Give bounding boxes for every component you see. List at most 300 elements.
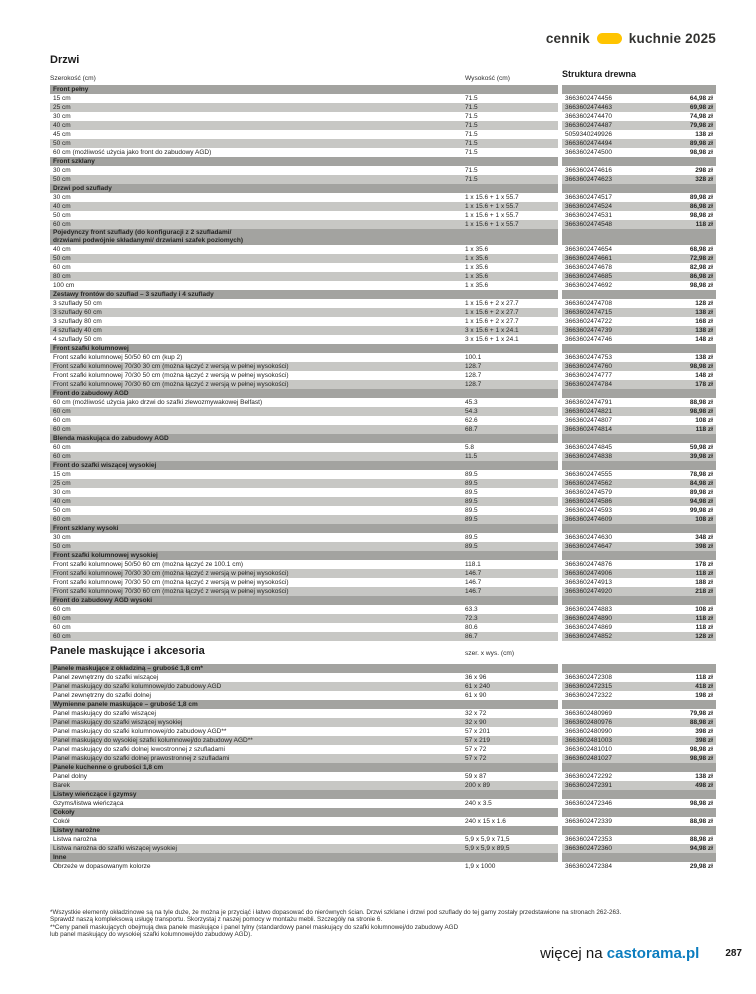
price: 218 zł bbox=[695, 588, 713, 595]
section-header-row bbox=[50, 664, 716, 673]
table-row bbox=[50, 682, 716, 691]
ean-code: 3663602474753 bbox=[565, 354, 612, 361]
table-row bbox=[50, 121, 716, 130]
dimension-value: 61 x 90 bbox=[465, 692, 487, 699]
price: 84,98 zł bbox=[689, 480, 713, 487]
dimension-value: 36 x 96 bbox=[465, 674, 487, 681]
section-header-label: Wymienne panele maskujące – grubość 1,8 cm bbox=[53, 701, 198, 708]
dimension-value: 71.5 bbox=[465, 167, 478, 174]
ean-code: 3663602472360 bbox=[565, 845, 612, 852]
footnote-line: lub panel maskujący do wysokiej szafki kolumnowej/do zabudowy AGD). bbox=[50, 931, 252, 939]
table-row bbox=[50, 281, 716, 290]
dimension-value: 57 x 219 bbox=[465, 737, 490, 744]
product-name: Panel maskujący do wysokiej szafki kolumnowej/do zabudowy AGD** bbox=[53, 737, 253, 744]
dimension-value: 1 x 15.6 + 1 x 55.7 bbox=[465, 203, 519, 210]
ean-code: 3663602474678 bbox=[565, 264, 612, 271]
section-header-label: Blenda maskująca do zabudowy AGD bbox=[53, 435, 169, 442]
table-row bbox=[50, 407, 716, 416]
section-header-label: Cokoły bbox=[53, 809, 75, 816]
dimension-value: 128.7 bbox=[465, 372, 482, 379]
product-name: 30 cm bbox=[53, 194, 71, 201]
product-name: Panel zewnętrzny do szafki wiszącej bbox=[53, 674, 159, 681]
product-name: 30 cm bbox=[53, 489, 71, 496]
table-row bbox=[50, 727, 716, 736]
dimension-value: 71.5 bbox=[465, 131, 478, 138]
price: 108 zł bbox=[695, 606, 713, 613]
ean-code: 3663602474517 bbox=[565, 194, 612, 201]
table-row bbox=[50, 578, 716, 587]
price: 89,98 zł bbox=[689, 489, 713, 496]
price: 88,98 zł bbox=[689, 836, 713, 843]
table-row bbox=[50, 211, 716, 220]
table-row bbox=[50, 497, 716, 506]
dimension-value: 68.7 bbox=[465, 426, 478, 433]
product-name: 100 cm bbox=[53, 282, 75, 289]
ean-code: 3663602474906 bbox=[565, 570, 612, 577]
section-header-row bbox=[50, 596, 716, 605]
product-name: 3 szuflady 80 cm bbox=[53, 318, 102, 325]
dimension-value: 71.5 bbox=[465, 140, 478, 147]
section-header-row bbox=[50, 790, 716, 799]
price: 82,98 zł bbox=[689, 264, 713, 271]
table-row bbox=[50, 94, 716, 103]
price: 148 zł bbox=[695, 372, 713, 379]
table-row bbox=[50, 272, 716, 281]
price: 89,98 zł bbox=[689, 194, 713, 201]
dimension-value: 1 x 15.6 + 1 x 55.7 bbox=[465, 194, 519, 201]
product-name: 60 cm bbox=[53, 633, 71, 640]
table-row bbox=[50, 103, 716, 112]
product-name: Front szafki kolumnowej 70/30 50 cm (można łączyć z wersją w pełnej wysokości) bbox=[53, 579, 289, 586]
ean-code: 3663602474548 bbox=[565, 221, 612, 228]
price: 88,98 zł bbox=[689, 399, 713, 406]
dimension-value: 89.5 bbox=[465, 516, 478, 523]
dimension-value: 59 x 87 bbox=[465, 773, 487, 780]
product-name: Cokół bbox=[53, 818, 70, 825]
product-name: 60 cm bbox=[53, 426, 71, 433]
price: 198 zł bbox=[695, 692, 713, 699]
dimension-value: 57 x 72 bbox=[465, 755, 487, 762]
ean-code: 3663602474869 bbox=[565, 624, 612, 631]
product-name: 45 cm bbox=[53, 131, 71, 138]
table-row bbox=[50, 139, 716, 148]
ean-code: 3663602474708 bbox=[565, 300, 612, 307]
ean-code: 3663602474692 bbox=[565, 282, 612, 289]
table-row bbox=[50, 362, 716, 371]
page-header bbox=[546, 31, 716, 46]
table-row bbox=[50, 443, 716, 452]
section-header-row bbox=[50, 344, 716, 353]
table-row bbox=[50, 371, 716, 380]
ean-code: 3663602472292 bbox=[565, 773, 612, 780]
ean-code: 3663602474791 bbox=[565, 399, 612, 406]
dimension-value: 89.5 bbox=[465, 471, 478, 478]
ean-code: 3663602474463 bbox=[565, 104, 612, 111]
brand-pill-icon bbox=[597, 33, 622, 44]
dimension-value: 240 x 3.5 bbox=[465, 800, 492, 807]
price: 86,98 zł bbox=[689, 203, 713, 210]
dimension-value: 86.7 bbox=[465, 633, 478, 640]
section-header-label: Zestawy frontów do szuflad – 3 szuflady i 4 szuflady bbox=[53, 291, 214, 298]
product-name: 50 cm bbox=[53, 212, 71, 219]
price: 118 zł bbox=[695, 624, 713, 631]
ean-code: 3663602474487 bbox=[565, 122, 612, 129]
dimension-value: 45.3 bbox=[465, 399, 478, 406]
ean-code: 3663602481010 bbox=[565, 746, 612, 753]
product-name: Barek bbox=[53, 782, 70, 789]
product-name: 60 cm bbox=[53, 453, 71, 460]
price: 138 zł bbox=[695, 309, 713, 316]
dimension-value: 146.7 bbox=[465, 579, 482, 586]
dimension-value: 63.3 bbox=[465, 606, 478, 613]
section-header-row bbox=[50, 826, 716, 835]
table-row bbox=[50, 112, 716, 121]
product-name: 15 cm bbox=[53, 95, 71, 102]
ean-code: 3663602474562 bbox=[565, 480, 612, 487]
table-row bbox=[50, 542, 716, 551]
page-footer bbox=[540, 945, 742, 962]
dimension-value: 1 x 15.6 + 2 x 27.7 bbox=[465, 318, 519, 325]
ean-code: 3663602474890 bbox=[565, 615, 612, 622]
table-row bbox=[50, 263, 716, 272]
table-row bbox=[50, 308, 716, 317]
product-name: 60 cm bbox=[53, 264, 71, 271]
table-row bbox=[50, 691, 716, 700]
price: 128 zł bbox=[695, 633, 713, 640]
product-name: Panel maskujący do szafki dolnej lewostronnej z szufladami bbox=[53, 746, 225, 753]
price: 69,98 zł bbox=[689, 104, 713, 111]
ean-code: 3663602474661 bbox=[565, 255, 612, 262]
product-name: 25 cm bbox=[53, 480, 71, 487]
price: 86,98 zł bbox=[689, 273, 713, 280]
ean-code: 3663602472339 bbox=[565, 818, 612, 825]
dimension-value: 146.7 bbox=[465, 570, 482, 577]
price: 68,98 zł bbox=[689, 246, 713, 253]
dimension-value: 57 x 201 bbox=[465, 728, 490, 735]
ean-code: 3663602474609 bbox=[565, 516, 612, 523]
table-row bbox=[50, 614, 716, 623]
dimension-value: 128.7 bbox=[465, 381, 482, 388]
price: 498 zł bbox=[695, 782, 713, 789]
table-row bbox=[50, 175, 716, 184]
price: 118 zł bbox=[695, 426, 713, 433]
ean-code: 3663602474777 bbox=[565, 372, 612, 379]
price: 348 zł bbox=[695, 534, 713, 541]
product-name: 4 szuflady 50 cm bbox=[53, 336, 102, 343]
ean-code: 3663602474838 bbox=[565, 453, 612, 460]
dimension-value: 1 x 15.6 + 1 x 55.7 bbox=[465, 212, 519, 219]
column-label-szer-x-wys: szer. x wys. (cm) bbox=[465, 650, 515, 657]
dimension-value: 89.5 bbox=[465, 534, 478, 541]
table-row bbox=[50, 470, 716, 479]
product-name: 50 cm bbox=[53, 140, 71, 147]
section-header-row bbox=[50, 853, 716, 862]
ean-code: 3663602474920 bbox=[565, 588, 612, 595]
price: 108 zł bbox=[695, 516, 713, 523]
section-header-label: Front szklany bbox=[53, 158, 95, 165]
dimension-value: 71.5 bbox=[465, 122, 478, 129]
table-row bbox=[50, 587, 716, 596]
table-row bbox=[50, 817, 716, 826]
price: 98,98 zł bbox=[689, 282, 713, 289]
product-name: Front szafki kolumnowej 70/30 50 cm (można łączyć z wersją w pełnej wysokości) bbox=[53, 372, 289, 379]
product-name: 60 cm bbox=[53, 221, 71, 228]
ean-code: 3663602474654 bbox=[565, 246, 612, 253]
ean-code: 3663602474470 bbox=[565, 113, 612, 120]
price: 108 zł bbox=[695, 417, 713, 424]
product-name: 60 cm bbox=[53, 615, 71, 622]
dimension-value: 5,9 x 5,9 x 89,5 bbox=[465, 845, 510, 852]
ean-code: 3663602474715 bbox=[565, 309, 612, 316]
header-cennik-label: cennik bbox=[545, 31, 590, 46]
ean-code: 3663602474623 bbox=[565, 176, 612, 183]
price: 99,98 zł bbox=[689, 507, 713, 514]
dimension-value: 1 x 35.6 bbox=[465, 255, 489, 262]
dimension-value: 1 x 15.6 + 2 x 27.7 bbox=[465, 300, 519, 307]
dimension-value: 1 x 35.6 bbox=[465, 246, 489, 253]
ean-code: 3663602472353 bbox=[565, 836, 612, 843]
price: 168 zł bbox=[695, 318, 713, 325]
table-title-drzwi: Drzwi bbox=[50, 54, 80, 66]
table-row bbox=[50, 709, 716, 718]
dimension-value: 11.5 bbox=[465, 453, 478, 460]
dimension-value: 89.5 bbox=[465, 498, 478, 505]
dimension-value: 80.6 bbox=[465, 624, 478, 631]
price: 94,98 zł bbox=[689, 498, 713, 505]
footnote-line: Sprawdź naszą kompleksową usługę transportu. Skorzystaj z naszej pomocy w montażu mebli. Szczegóły na stronie 6. bbox=[50, 916, 383, 924]
price: 118 zł bbox=[695, 570, 713, 577]
price: 98,98 zł bbox=[689, 149, 713, 156]
product-name: 60 cm bbox=[53, 624, 71, 631]
price: 98,98 zł bbox=[689, 363, 713, 370]
dimension-value: 54.3 bbox=[465, 408, 478, 415]
section-header-row bbox=[50, 184, 716, 193]
product-name: Panel maskujący do szafki kolumnowej/do zabudowy AGD** bbox=[53, 728, 227, 735]
table-row bbox=[50, 488, 716, 497]
price: 398 zł bbox=[695, 737, 713, 744]
product-name: Panel dolny bbox=[53, 773, 87, 780]
ean-code: 3663602474531 bbox=[565, 212, 612, 219]
price: 298 zł bbox=[695, 167, 713, 174]
price: 29,98 zł bbox=[689, 863, 713, 870]
product-name: 4 szuflady 40 cm bbox=[53, 327, 102, 334]
price: 89,98 zł bbox=[689, 140, 713, 147]
drzwi-table bbox=[50, 85, 716, 641]
table-row bbox=[50, 245, 716, 254]
dimension-value: 3 x 15.6 + 1 x 24.1 bbox=[465, 327, 519, 334]
table-row bbox=[50, 632, 716, 641]
table-row bbox=[50, 736, 716, 745]
ean-code: 3663602472322 bbox=[565, 692, 612, 699]
table-row bbox=[50, 772, 716, 781]
dimension-value: 1 x 35.6 bbox=[465, 273, 489, 280]
table-row bbox=[50, 533, 716, 542]
column-label-wysokosc: Wysokość (cm) bbox=[465, 75, 510, 82]
table-row bbox=[50, 560, 716, 569]
dimension-value: 1 x 15.6 + 2 x 27.7 bbox=[465, 309, 519, 316]
ean-code: 3663602474616 bbox=[565, 167, 612, 174]
table-row bbox=[50, 835, 716, 844]
dimension-value: 1 x 35.6 bbox=[465, 264, 489, 271]
castorama-link[interactable]: castorama.pl bbox=[606, 945, 700, 962]
footnotes bbox=[50, 909, 716, 939]
table-row bbox=[50, 479, 716, 488]
product-name: 40 cm bbox=[53, 122, 71, 129]
price: 398 zł bbox=[695, 728, 713, 735]
product-name: 15 cm bbox=[53, 471, 71, 478]
table-row bbox=[50, 317, 716, 326]
ean-code: 3663602474524 bbox=[565, 203, 612, 210]
product-name: Front szafki kolumnowej 70/30 30 cm (można łączyć z wersją w pełnej wysokości) bbox=[53, 363, 289, 370]
section-header-row bbox=[50, 157, 716, 166]
section-header-row bbox=[50, 290, 716, 299]
table-row bbox=[50, 398, 716, 407]
dimension-value: 146.7 bbox=[465, 588, 482, 595]
column-label-szerokosc: Szerokość (cm) bbox=[50, 75, 96, 82]
ean-code: 3663602474586 bbox=[565, 498, 612, 505]
ean-code: 3663602481003 bbox=[565, 737, 612, 744]
table-row bbox=[50, 220, 716, 229]
ean-code: 3663602474579 bbox=[565, 489, 612, 496]
table-row bbox=[50, 844, 716, 853]
ean-code: 3663602474739 bbox=[565, 327, 612, 334]
table-row bbox=[50, 781, 716, 790]
page-number: 287 bbox=[725, 948, 742, 959]
price: 178 zł bbox=[695, 381, 713, 388]
table-row bbox=[50, 569, 716, 578]
section-header-label: Panele maskujące z okładziną – grubość 1,8 cm* bbox=[53, 665, 203, 672]
footer-prefix-label: więcej na bbox=[540, 945, 607, 962]
price: 64,98 zł bbox=[689, 95, 713, 102]
ean-code: 3663602481027 bbox=[565, 755, 612, 762]
dimension-value: 62.6 bbox=[465, 417, 478, 424]
price: 88,98 zł bbox=[689, 719, 713, 726]
ean-code: 3663602474876 bbox=[565, 561, 612, 568]
ean-code: 3663602472315 bbox=[565, 683, 612, 690]
dimension-value: 100.1 bbox=[465, 354, 482, 361]
section-header-row bbox=[50, 229, 716, 245]
table-row bbox=[50, 605, 716, 614]
dimension-value: 89.5 bbox=[465, 489, 478, 496]
product-name: 60 cm (możliwość użycia jako front do zabudowy AGD) bbox=[53, 149, 212, 156]
table-row bbox=[50, 202, 716, 211]
product-name: 40 cm bbox=[53, 498, 71, 505]
price: 79,98 zł bbox=[689, 710, 713, 717]
table-row bbox=[50, 148, 716, 157]
section-header-label: Front pełny bbox=[53, 86, 89, 93]
ean-code: 3663602474883 bbox=[565, 606, 612, 613]
ean-code: 3663602474814 bbox=[565, 426, 612, 433]
table-row bbox=[50, 353, 716, 362]
section-header-row bbox=[50, 389, 716, 398]
price: 128 zł bbox=[695, 300, 713, 307]
ean-code: 3663602474685 bbox=[565, 273, 612, 280]
dimension-value: 89.5 bbox=[465, 543, 478, 550]
product-name: 40 cm bbox=[53, 246, 71, 253]
product-name: 30 cm bbox=[53, 113, 71, 120]
product-name: 30 cm bbox=[53, 167, 71, 174]
dimension-value: 3 x 15.6 + 1 x 24.1 bbox=[465, 336, 519, 343]
product-name: 60 cm bbox=[53, 606, 71, 613]
product-name: 3 szuflady 50 cm bbox=[53, 300, 102, 307]
section-header-label: Inne bbox=[53, 854, 67, 861]
section-header-label: Front szklany wysoki bbox=[53, 525, 119, 532]
dimension-value: 71.5 bbox=[465, 95, 478, 102]
ean-code: 3663602474722 bbox=[565, 318, 612, 325]
table-row bbox=[50, 130, 716, 139]
price: 138 zł bbox=[695, 131, 713, 138]
dimension-value: 71.5 bbox=[465, 104, 478, 111]
footer-more-text bbox=[540, 945, 699, 962]
product-name: Front szafki kolumnowej 70/30 60 cm (można łączyć z wersją w pełnej wysokości) bbox=[53, 588, 289, 595]
price: 98,98 zł bbox=[689, 746, 713, 753]
price: 138 zł bbox=[695, 354, 713, 361]
product-name: Panel maskujący do szafki kolumnowej/do zabudowy AGD bbox=[53, 683, 222, 690]
section-header-row bbox=[50, 461, 716, 470]
section-header-label: Listwy wieńczące i gzymsy bbox=[53, 791, 137, 798]
product-name: Listwa narożna bbox=[53, 836, 97, 843]
section-header-label: Front do szafki wiszącej wysokiej bbox=[53, 462, 157, 469]
dimension-value: 71.5 bbox=[465, 149, 478, 156]
column-label-struktura-drewna: Struktura drewna bbox=[562, 69, 637, 79]
price: 148 zł bbox=[695, 336, 713, 343]
section-header-row bbox=[50, 700, 716, 709]
product-name: 40 cm bbox=[53, 203, 71, 210]
ean-code: 3663602474630 bbox=[565, 534, 612, 541]
dimension-value: 32 x 72 bbox=[465, 710, 487, 717]
table-row bbox=[50, 380, 716, 389]
table-row bbox=[50, 452, 716, 461]
section-header-label: Front do zabudowy AGD bbox=[53, 390, 129, 397]
section-header-label: Front szafki kolumnowej wysokiej bbox=[53, 552, 158, 559]
product-name: Front szafki kolumnowej 50/50 60 cm (można łączyć ze 100.1 cm) bbox=[53, 561, 244, 568]
section-header-label: Front do zabudowy AGD wysoki bbox=[53, 597, 153, 604]
ean-code: 3663602474807 bbox=[565, 417, 612, 424]
dimension-value: 118.1 bbox=[465, 561, 481, 568]
ean-code: 3663602474760 bbox=[565, 363, 612, 370]
ean-code: 3663602474784 bbox=[565, 381, 612, 388]
dimension-value: 1,9 x 1000 bbox=[465, 863, 496, 870]
price: 98,98 zł bbox=[689, 800, 713, 807]
product-name: 30 cm bbox=[53, 534, 71, 541]
section-header-label: Pojedynczy front szuflady (do konfiguracji z 2 szufladami/ drzwiami podwójnie składanymi/ drzwiami szafek poziomych) bbox=[53, 229, 243, 244]
ean-code: 3663602474593 bbox=[565, 507, 612, 514]
price: 79,98 zł bbox=[689, 122, 713, 129]
price: 398 zł bbox=[695, 543, 713, 550]
product-name: Front szafki kolumnowej 70/30 30 cm (można łączyć z wersją w pełnej wysokości) bbox=[53, 570, 289, 577]
section-header-label: Drzwi pod szuflady bbox=[53, 185, 112, 192]
section-header-row bbox=[50, 524, 716, 533]
table-row bbox=[50, 754, 716, 763]
footnote-line: **Ceny paneli maskujących obejmują dwa panele maskujące i panel tylny (standardowy panel maskujący do szafki kolumnowej/do zabudowy AGD bbox=[50, 923, 459, 931]
price: 98,98 zł bbox=[689, 212, 713, 219]
ean-code: 3663602480990 bbox=[565, 728, 612, 735]
ean-code: 3663602474746 bbox=[565, 336, 612, 343]
product-name: Panel maskujący do szafki dolnej prawostronnej z szufladami bbox=[53, 755, 230, 762]
price: 418 zł bbox=[695, 683, 713, 690]
price: 138 zł bbox=[695, 327, 713, 334]
table-row bbox=[50, 193, 716, 202]
price: 118 zł bbox=[695, 221, 713, 228]
dimension-value: 89.5 bbox=[465, 507, 478, 514]
ean-code: 3663602474821 bbox=[565, 408, 612, 415]
ean-code: 3663602472346 bbox=[565, 800, 612, 807]
price: 39,98 zł bbox=[689, 453, 713, 460]
product-name: 50 cm bbox=[53, 176, 71, 183]
section-header-row bbox=[50, 808, 716, 817]
ean-code: 3663602474913 bbox=[565, 579, 612, 586]
ean-code: 3663602474456 bbox=[565, 95, 612, 102]
